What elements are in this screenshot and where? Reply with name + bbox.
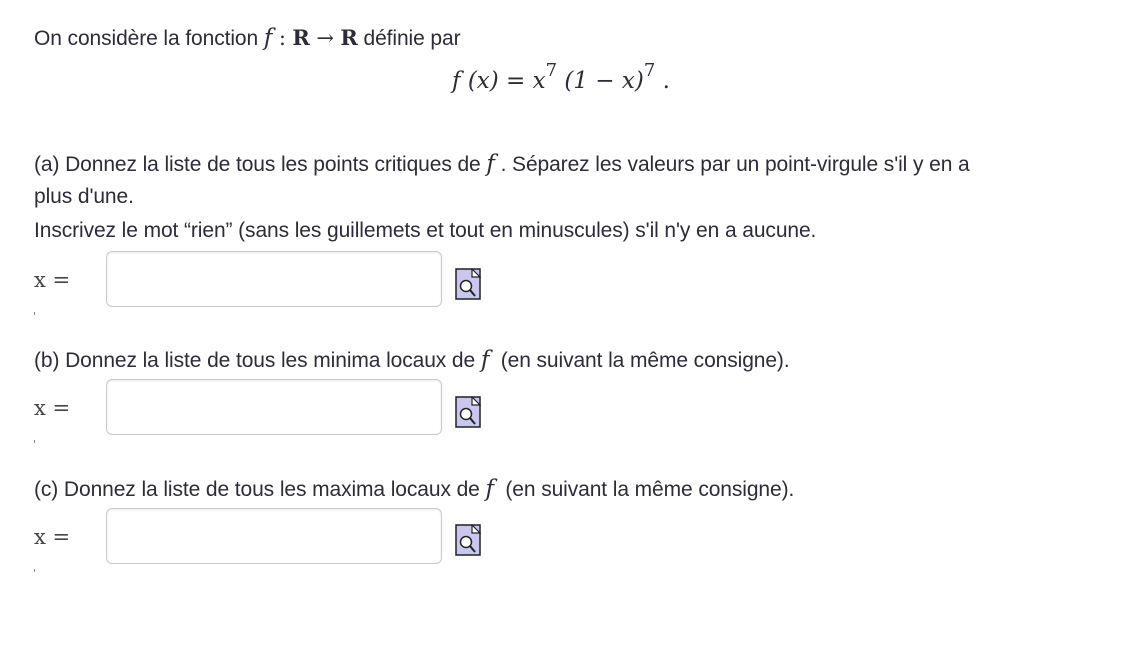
part-a-prompt-line1 (34, 148, 970, 181)
part-c-prompt (34, 473, 794, 506)
part-a-marker (34, 312, 35, 315)
intro-f-symbol: f (263, 25, 273, 51)
part-a-f-symbol: f (486, 151, 495, 177)
preview-magnifier-icon[interactable] (455, 396, 481, 428)
preview-magnifier-icon[interactable] (455, 268, 481, 300)
intro-prefix: On considère la fonction (34, 27, 259, 50)
formula-exponent-2: 7 (643, 60, 656, 81)
part-a-text1: (a) Donnez la liste de tous les points critiques de (34, 153, 481, 176)
part-b-marker (34, 440, 35, 443)
part-a-variable-label: x = (34, 268, 71, 292)
part-b-variable-label: x = (34, 396, 71, 420)
part-c-f-symbol: f (485, 476, 494, 502)
function-formula (452, 60, 670, 94)
formula-exponent-1: 7 (545, 60, 558, 81)
intro-codomain-R: R (340, 25, 358, 50)
part-b-prompt (34, 344, 790, 377)
part-c-text2: (en suivant la même consigne). (505, 478, 795, 501)
part-b-answer-input[interactable] (106, 379, 442, 435)
part-b-f-symbol: f (480, 347, 490, 373)
formula-end: . (655, 68, 670, 94)
part-c-answer-input[interactable] (106, 508, 442, 564)
intro-suffix: définie par (363, 27, 461, 50)
part-b-text2: (en suivant la même consigne). (500, 349, 790, 372)
part-c-marker (34, 569, 35, 572)
formula-middle: (1 − x) (557, 68, 644, 94)
part-a-instruction: Inscrivez le mot “rien” (sans les guillemets et tout en minuscules) s'il n'y en a aucune. (34, 219, 817, 242)
intro-colon: : (272, 26, 293, 50)
intro-domain-R: R (292, 25, 310, 50)
intro-line (34, 22, 460, 55)
part-a-prompt-line2: plus d'une. (34, 185, 134, 208)
part-c-text1: (c) Donnez la liste de tous les maxima locaux de (34, 478, 480, 501)
part-c-variable-label: x = (34, 525, 71, 549)
part-b-text1: (b) Donnez la liste de tous les minima locaux de (34, 349, 476, 372)
formula-lhs: f (x) = x (452, 68, 546, 94)
part-a-text2: . Séparez les valeurs par un point-virgule s'il y en a (500, 153, 970, 176)
part-a-answer-input[interactable] (106, 251, 442, 307)
preview-magnifier-icon[interactable] (455, 524, 481, 556)
intro-arrow: → (309, 26, 341, 50)
